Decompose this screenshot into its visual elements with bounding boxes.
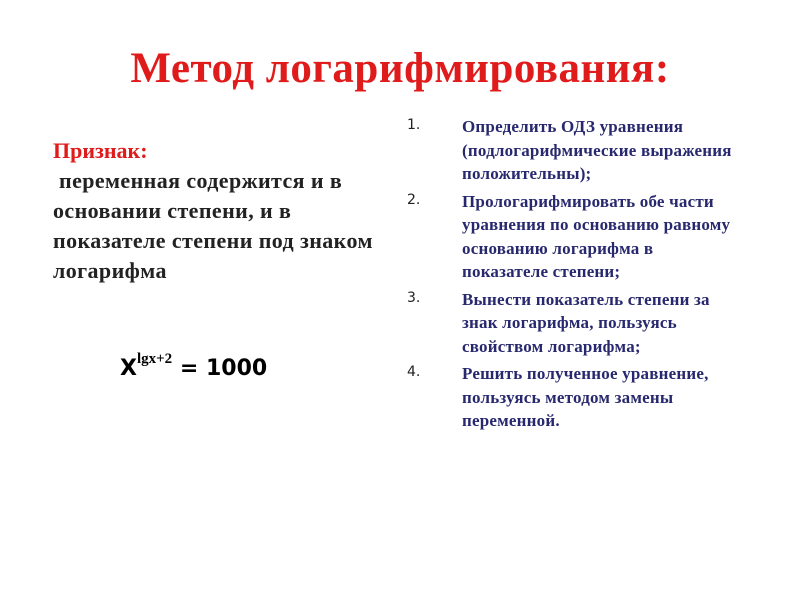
step-text: Вынести показатель степени за знак логарифма, пользуясь свойством логарифма; [462, 289, 710, 356]
formula-base: X [120, 356, 137, 381]
sign-text: переменная содержится и в основании степени, и в показателе степени под знаком логарифма [53, 168, 373, 283]
formula-rhs: = 1000 [179, 356, 268, 381]
step-number: 4. [407, 364, 421, 380]
step-number: 1. [407, 117, 421, 133]
step-text: Прологарифмировать обе части уравнения по основанию равному основанию логарифма в показателе степени; [462, 191, 731, 281]
step-text: Решить полученное уравнение, пользуясь методом замены переменной. [462, 364, 709, 430]
step-number: 2. [407, 191, 421, 208]
sign-label: Признак: [53, 138, 148, 163]
step-item [407, 288, 737, 359]
steps-list [407, 115, 737, 437]
step-item [407, 190, 737, 284]
step-item [407, 362, 737, 433]
sign-block [53, 136, 383, 286]
step-number: 3. [407, 289, 421, 306]
step-text: Определить ОДЗ уравнения (подлогарифмические выражения положительны); [462, 117, 732, 183]
formula-exponent: lgx+2 [136, 350, 173, 367]
example-formula [120, 350, 268, 381]
slide-title: Метод логарифмирования: [130, 45, 670, 92]
step-item [407, 115, 737, 186]
